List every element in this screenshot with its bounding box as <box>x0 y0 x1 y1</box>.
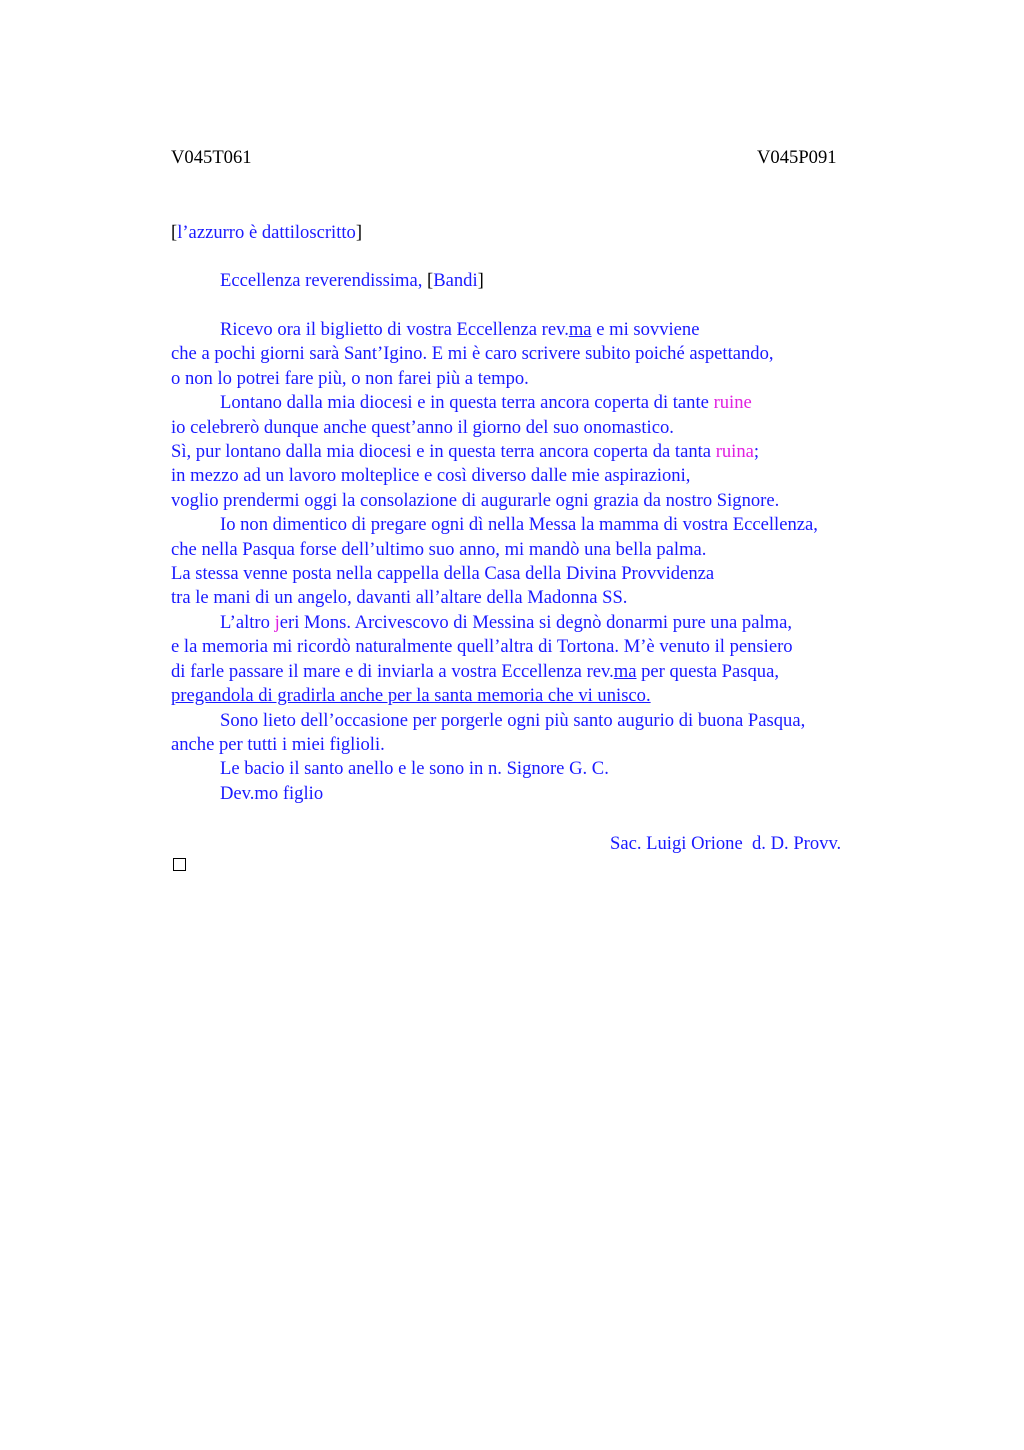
annotated-word: ruina <box>715 441 754 463</box>
underlined-abbreviation: ma <box>568 319 592 340</box>
letter-line: io celebrerò dunque anche quest’anno il giorno del suo onomastico. <box>171 416 674 438</box>
note-close-bracket: ] <box>355 222 363 243</box>
letter-line <box>171 440 901 464</box>
letter-line: voglio prendermi oggi la consolazione di augurarle ogni grazia da nostro Signore. <box>171 489 780 511</box>
line-segment: Ricevo ora il biglietto di vostra Eccellenza rev. <box>220 319 569 340</box>
letter-line: che nella Pasqua forse dell’ultimo suo anno, mi mandò una bella palma. <box>171 538 707 560</box>
signature: Sac. Luigi Orione d. D. Provv. <box>610 833 842 854</box>
annotated-word: ruine <box>713 392 752 414</box>
closing-line: Dev.mo figlio <box>220 782 324 804</box>
letter-line <box>171 660 901 684</box>
letter-line: tra le mani di un angelo, davanti all’altare della Madonna SS. <box>171 587 628 609</box>
line-segment: e mi sovviene <box>591 319 700 340</box>
letter-line: in mezzo ad un lavoro molteplice e così diverso dalle mie aspirazioni, <box>171 465 691 487</box>
underlined-abbreviation: ma <box>613 660 637 682</box>
letter-line: anche per tutti i miei figlioli. <box>171 733 385 755</box>
letter-line: Io non dimentico di pregare ogni dì nella Messa la mamma di vostra Eccellenza, <box>220 514 818 536</box>
line-segment: eri Mons. Arcivescovo di Messina si degnò donarmi pure una palma, <box>279 611 793 633</box>
line-segment: L’altro <box>220 611 275 633</box>
salutation <box>220 269 484 293</box>
document-code-left: V045T061 <box>171 147 252 168</box>
annotated-letter: j <box>274 611 280 633</box>
letter-line: e la memoria mi ricordò naturalmente quell’altra di Tortona. M’è venuto il pensiero <box>171 636 793 658</box>
salutation-text: Eccellenza reverendissima, <box>220 270 428 291</box>
letter-line-underlined: pregandola di gradirla anche per la santa memoria che vi unisco. <box>171 685 651 707</box>
letter-body <box>171 318 901 806</box>
letter-line: La stessa venne posta nella cappella della Casa della Divina Provvidenza <box>171 563 715 585</box>
note-text: l’azzurro è dattiloscritto <box>177 222 356 243</box>
salutation-open-bracket: [ <box>427 270 434 291</box>
letter-line <box>171 318 901 342</box>
salutation-close-bracket: ] <box>477 270 484 291</box>
line-segment: Sì, pur lontano dalla mia diocesi e in questa terra ancora coperta da tanta <box>171 441 716 463</box>
checkbox-icon <box>173 858 186 871</box>
document-code-right: V045P091 <box>757 147 837 168</box>
line-segment: per questa Pasqua, <box>636 660 779 682</box>
recipient-name: Bandi <box>433 270 478 291</box>
letter-line: che a pochi giorni sarà Sant’Igino. E mi è caro scrivere subito poiché aspettando, <box>171 343 774 365</box>
letter-line: Le bacio il santo anello e le sono in n. Signore G. C. <box>220 758 609 780</box>
letter-line <box>171 611 901 635</box>
line-segment: ; <box>753 441 760 463</box>
line-segment: di farle passare il mare e di inviarla a vostra Eccellenza rev. <box>171 660 614 682</box>
line-segment: Lontano dalla mia diocesi e in questa terra ancora coperta di tante <box>220 392 714 414</box>
letter-line <box>171 391 901 415</box>
letter-line: o non lo potrei fare più, o non farei più a tempo. <box>171 367 529 389</box>
editorial-note <box>171 221 362 245</box>
letter-line: Sono lieto dell’occasione per porgerle ogni più santo augurio di buona Pasqua, <box>220 709 806 731</box>
note-open-bracket: [ <box>171 222 178 243</box>
